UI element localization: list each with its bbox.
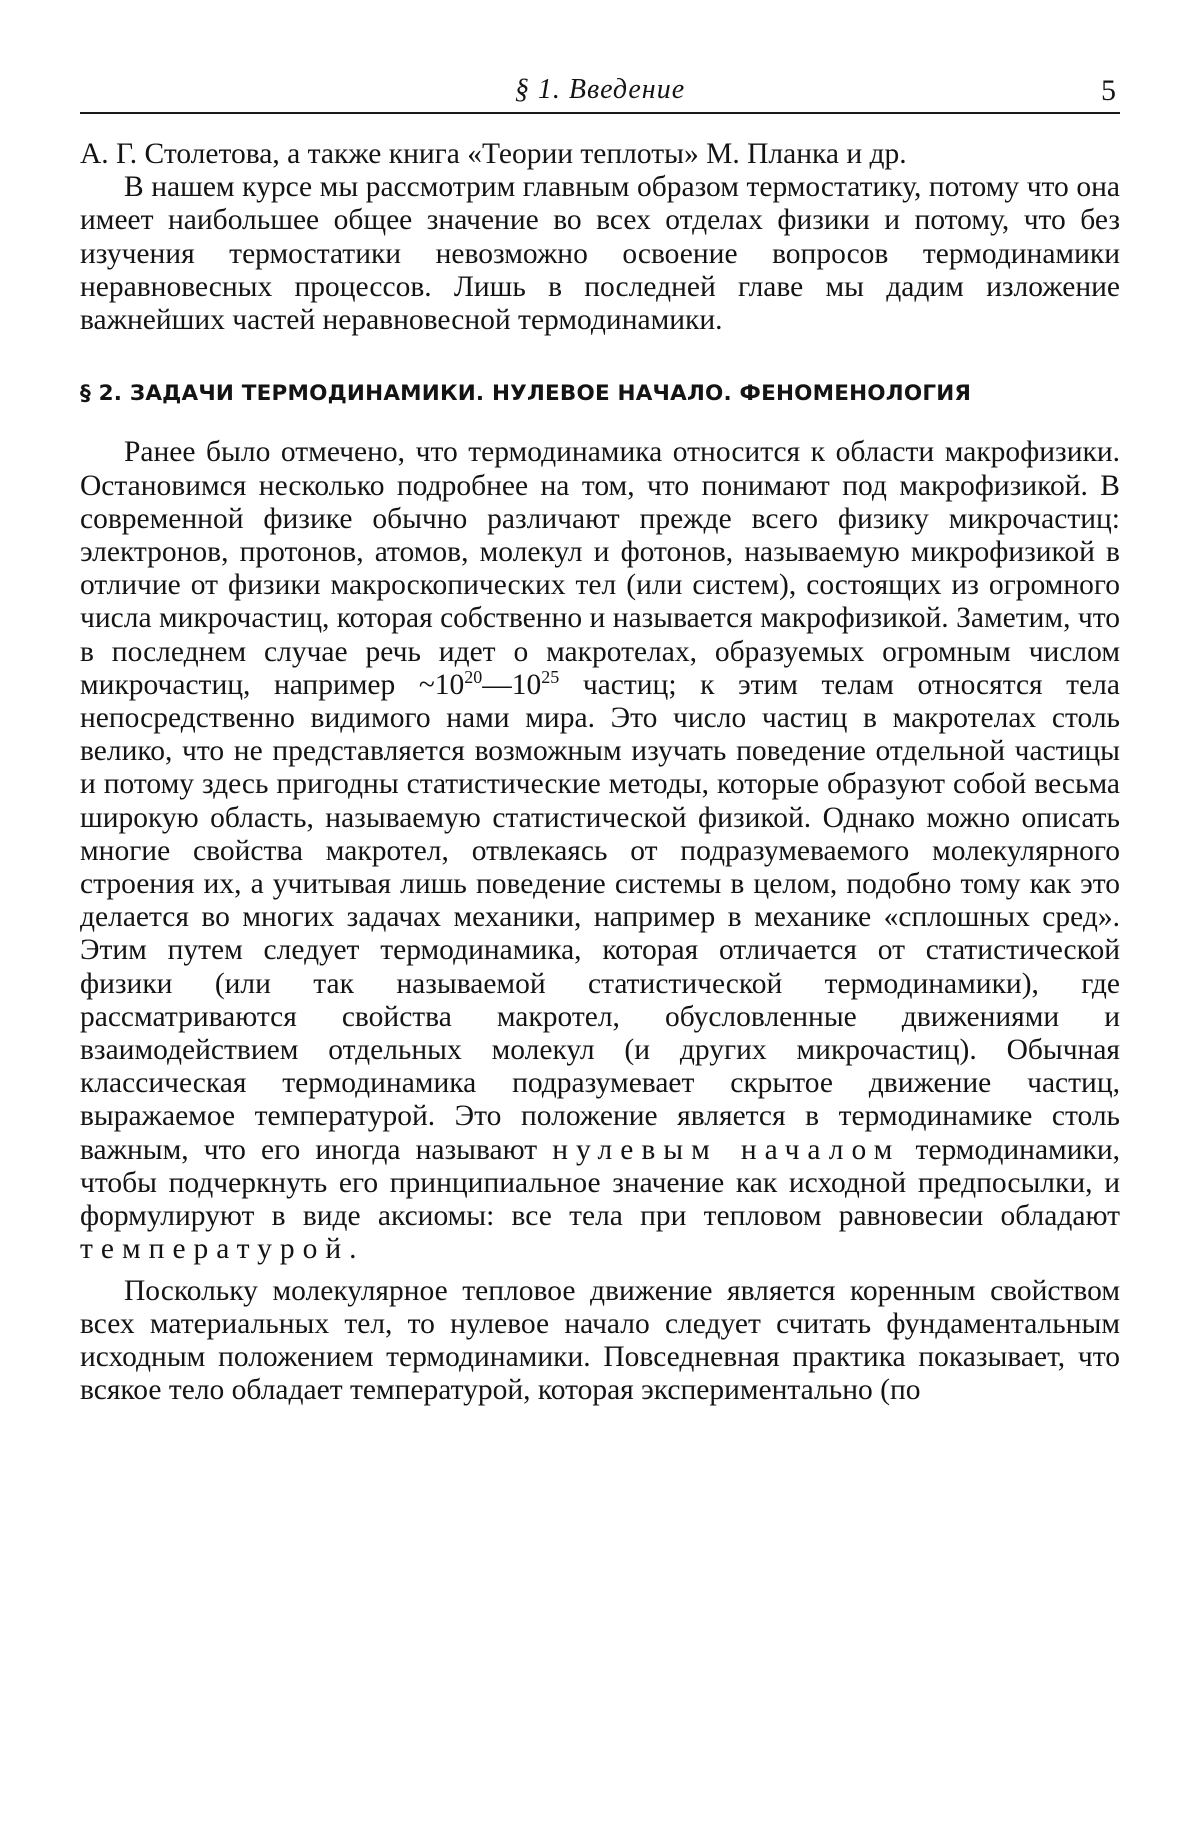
book-page — [80, 0, 1120, 1831]
page-number: 5 — [1101, 74, 1116, 107]
running-head — [80, 66, 1120, 114]
paragraph-text: . — [349, 1233, 357, 1266]
exponent: 20 — [464, 667, 483, 688]
emphasized-term: нулевым началом — [552, 1133, 901, 1166]
paragraph-text: Ранее было отмечено, что термодинамика относится к области макрофизики. Остановимся несколько подробнее на том, что понимают под макрофизикой. В современной физике обычно различают прежде всего физику микрочастиц: электронов, протонов, атомов, молекул и фотонов, называемую микрофизикой в отличие от физики макроскопических тел (или систем), состоящих из огромного числа микрочастиц, которая собственно и называется макрофизикой. Заметим, что в последнем случае речь идет о макротелах, образуемых огромным числом микрочастиц, например ~10 — [80, 436, 1120, 701]
running-head-title: § 1. Введение — [514, 74, 686, 105]
section-heading: § 2. ЗАДАЧИ ТЕРМОДИНАМИКИ. НУЛЕВОЕ НАЧАЛО. ФЕНОМЕНОЛОГИЯ — [80, 381, 972, 407]
paragraph-text: частиц; к этим телам относятся тела непосредственно видимого нами мира. Это число частиц в макротелах столь велико, что не представляется возможным изучать поведение отдельной частицы и потому здесь пригодны статистические методы, которые образуют собой весьма широкую область, называемую статистической физикой. Однако можно описать многие свойства макротел, отвлекаясь от подразумеваемого молекулярного строения их, а учитывая лишь поведение системы в целом, подобно тому как это делается во многих задачах механики, например в механике «сплошных сред». Этим путем следует термодинамика, которая отличается от статистической физики (или так называемой статистической термодинамики), где рассматриваются свойства макротел, обусловленные движениями и взаимодействием отдельных молекул (и других микрочастиц). Обычная классическая термодинамика подразумевает скрытое движение частиц, выражаемое температурой. Это положение является в термодинамике столь важным, что его иногда называют — [80, 668, 1120, 1166]
paragraph-course-scope: В нашем курсе мы рассмотрим главным образом термостатику, потому что она имеет наибольшее общее значение во всех отделах физики и потому, что без изучения термостатики невозможно освоение вопросов термодинамики неравновесных процессов. Лишь в последней главе мы дадим изложение важнейших частей неравновесной термодинамики. — [80, 171, 1120, 337]
paragraph-continued: А. Г. Столетова, а также книга «Теории теплоты» М. Планка и др. — [80, 138, 907, 170]
body-text — [80, 138, 1120, 1407]
exponent: 25 — [541, 667, 560, 688]
paragraph-macrophysics — [80, 436, 1120, 1266]
emphasized-term: температурой — [80, 1233, 350, 1266]
paragraph-text: —10 — [482, 668, 542, 701]
paragraph-zeroth-law: Поскольку молекулярное тепловое движение является коренным свойством всех материальных тел, то нулевое начало следует считать фундаментальным исходным положением термодинамики. Повседневная практика показывает, что всякое тело обладает температурой, которая экспериментально (по — [80, 1274, 1120, 1407]
paragraph-text: термодинамики, чтобы подчеркнуть его принципиальное значение как исходной предпосылки, и формулируют в виде аксиомы: все тела при тепловом равновесии обладают — [80, 1133, 1120, 1233]
